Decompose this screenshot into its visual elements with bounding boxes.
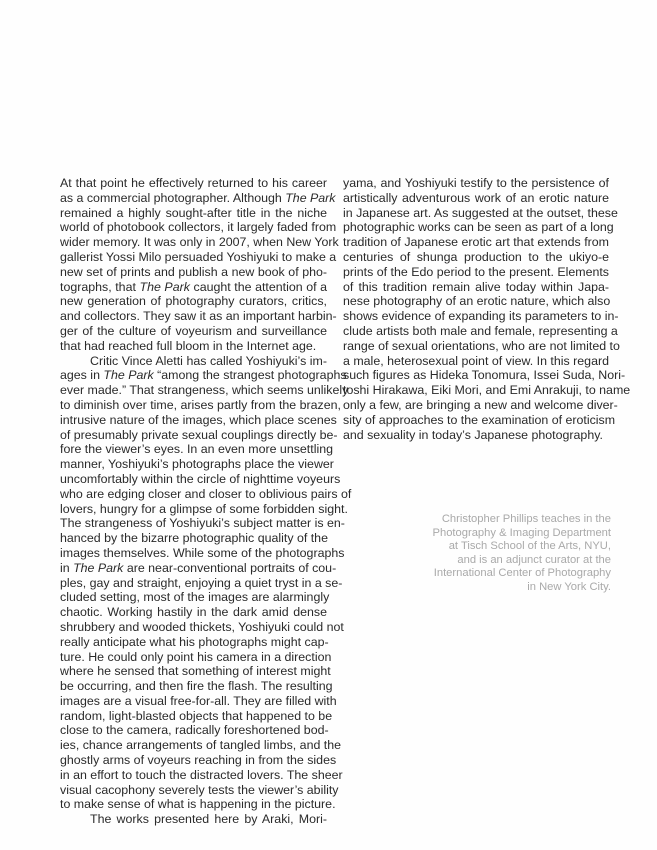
article-column-left [60, 176, 352, 827]
text-line: such figures as Hideka Tonomura, Issei Suda, Nori- [343, 368, 626, 383]
text-line: sity of approaches to the examination of eroticism [343, 412, 616, 427]
text-line: and collectors. They saw it as an important harbin- [60, 309, 337, 324]
bio-line: Christopher Phillips teaches in the [441, 513, 611, 525]
text-line: shrubbery and wooded thickets, Yoshiyuki could not [60, 619, 344, 634]
text-line: really anticipate what his photographs might cap- [60, 634, 329, 649]
text-line: new set of prints and publish a new book of pho- [60, 264, 327, 279]
book-title-italic: The Park [103, 368, 154, 383]
text-line: wider memory. It was only in 2007, when New York [60, 235, 339, 250]
text-line: chaotic. Working hastily in the dark amid dense [60, 605, 327, 620]
text-line: fore the viewer’s eyes. In an even more unsettling [60, 442, 333, 457]
text-line: ger of the culture of voyeurism and surveillance [60, 323, 327, 338]
text-line: ever made.” That strangeness, which seems unlikely [60, 383, 349, 398]
text-line: where he sensed that something of interest might [60, 664, 331, 679]
text-line: be occurring, and then fire the flash. The resulting [60, 679, 333, 694]
text-line: manner, Yoshiyuki’s photographs place the viewer [60, 457, 334, 472]
book-title-italic: The Park [285, 190, 336, 205]
text-line: ages in The Park “among the strangest photographs [60, 368, 347, 383]
text-line: images themselves. While some of the photographs [60, 545, 345, 560]
text-line: lovers, hungry for a glimpse of some forbidden sight. [60, 501, 348, 516]
text-line: a male, heterosexual point of view. In this regard [343, 353, 609, 368]
bio-line: in New York City. [527, 580, 611, 593]
text-line: only a few, are bringing a new and welcome diver- [343, 397, 618, 412]
text-line: close to the camera, radically foreshortened bod- [60, 723, 329, 738]
text-line: ies, chance arrangements of tangled limbs, and the [60, 738, 342, 753]
text-line: Critic Vince Aletti has called Yoshiyuki’s im- [90, 353, 327, 368]
text-line: The works presented here by Araki, Mori- [90, 812, 327, 827]
text-line: of presumably private sexual couplings directly be- [60, 427, 338, 442]
text-line: ture. He could only point his camera in a direction [60, 649, 332, 664]
bio-line: and is an adjunct curator at the [457, 553, 611, 566]
text-line: of this tradition remain alive today within Japa- [343, 279, 609, 294]
text-line: to make sense of what is happening in the picture. [60, 797, 336, 812]
book-title-italic: The Park [73, 560, 124, 575]
book-title-italic: The Park [139, 279, 190, 294]
text-line: tographs, that The Park caught the attention of a [60, 279, 328, 294]
text-line: remained a highly sought-after title in the niche [60, 205, 327, 220]
text-line: ghostly arms of voyeurs reaching in from the sides [60, 753, 337, 768]
text-line: new generation of photography curators, critics, [60, 294, 327, 309]
text-line: who are edging closer and closer to oblivious pairs of [60, 486, 352, 501]
bio-line: International Center of Photography [433, 567, 611, 580]
text-line: images are a visual free-for-all. They are filled with [60, 693, 337, 708]
text-line: photographic works can be seen as part of a long [343, 220, 614, 235]
text-line: ples, gay and straight, enjoying a quiet tryst in a se- [60, 575, 343, 590]
text-line: yama, and Yoshiyuki testify to the persistence of [343, 176, 609, 190]
text-line: prints of the Edo period to the present. Elements [343, 264, 609, 279]
text-line: and sexuality in today’s Japanese photography. [343, 427, 603, 442]
text-line: centuries of shunga production to the ukiyo-e [343, 249, 609, 264]
text-line: hanced by the bizarre photographic quality of the [60, 531, 328, 546]
author-bio [371, 513, 611, 595]
text-line: At that point he effectively returned to his career [60, 176, 327, 190]
text-line: gallerist Yossi Milo persuaded Yoshiyuki to make a [60, 249, 337, 264]
text-line: to diminish over time, arises partly from the brazen, [60, 397, 341, 412]
text-line: in Japanese art. As suggested at the outset, these [343, 205, 618, 220]
text-line: tradition of Japanese erotic art that extends from [343, 235, 609, 250]
text-line: random, light-blasted objects that happened to be [60, 708, 333, 723]
text-line: that had reached full bloom in the Internet age. [60, 338, 317, 353]
text-line: in The Park are near-conventional portraits of cou- [60, 560, 337, 575]
text-line: nese photography of an erotic nature, which also [343, 294, 611, 309]
text-line: toshi Hirakawa, Eiki Mori, and Emi Anrakuji, to name [343, 383, 631, 398]
text-line: uncomfortably within the circle of nighttime voyeurs [60, 471, 341, 486]
text-line: range of sexual orientations, who are not limited to [343, 338, 620, 353]
text-line: in an effort to touch the distracted lovers. The sheer [60, 767, 343, 782]
text-line: visual cacophony severely tests the viewer’s ability [60, 782, 339, 797]
article-column-right [343, 176, 631, 442]
text-line: The strangeness of Yoshiyuki’s subject matter is en- [60, 516, 345, 531]
text-line: shows evidence of expanding its parameters to in- [343, 309, 619, 324]
text-line: intrusive nature of the images, which place scenes [60, 412, 337, 427]
text-line: as a commercial photographer. Although The Park [60, 190, 336, 205]
bio-line: Photography & Imaging Department [432, 526, 611, 539]
text-line: artistically adventurous work of an erotic nature [343, 190, 609, 205]
bio-line: at Tisch School of the Arts, NYU, [448, 540, 611, 553]
text-line: clude artists both male and female, representing a [343, 323, 618, 338]
text-line: cluded setting, most of the images are alarmingly [60, 590, 330, 605]
text-line: world of photobook collectors, it largely faded from [60, 220, 337, 235]
